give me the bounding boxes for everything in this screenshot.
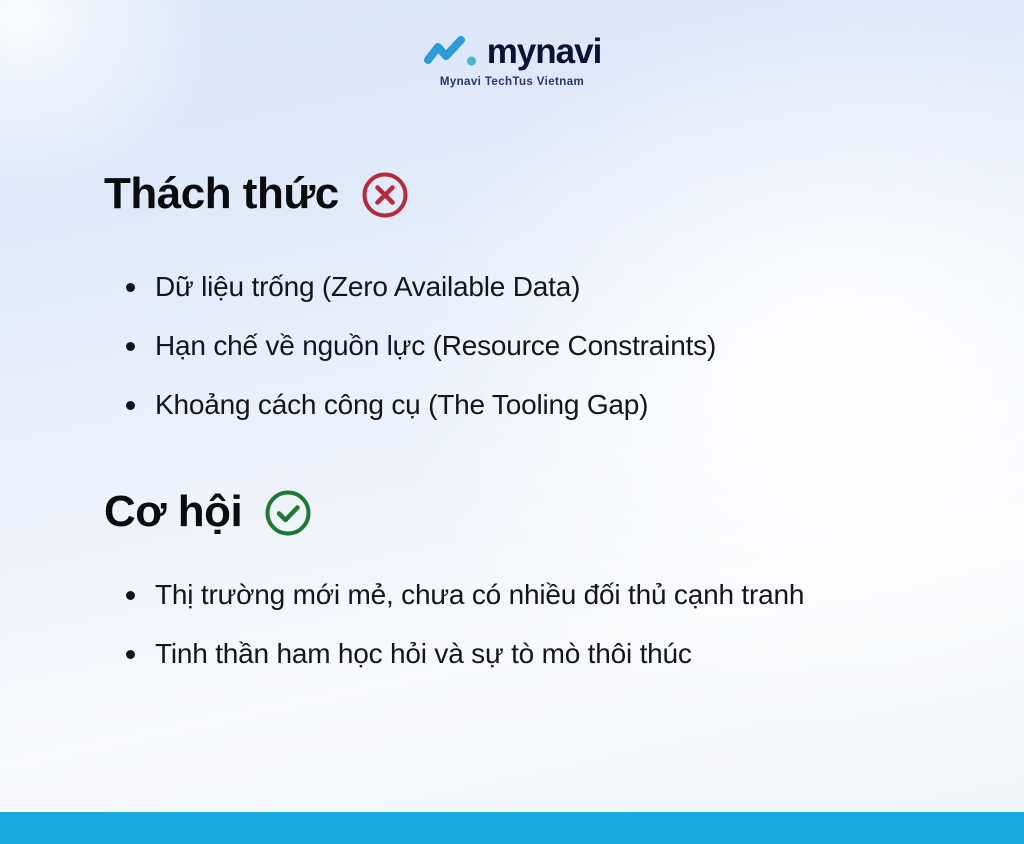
list-item-text: Tinh thần ham học hỏi và sự tò mò thôi thúc bbox=[155, 637, 692, 669]
x-circle-icon bbox=[361, 171, 409, 219]
bullet-icon bbox=[126, 650, 135, 659]
list-item-text: Hạn chế về nguồn lực (Resource Constraints) bbox=[155, 329, 717, 361]
list-item bbox=[104, 578, 804, 612]
mynavi-zigzag-wave-icon bbox=[423, 36, 481, 68]
logo-row bbox=[423, 34, 602, 69]
section-challenges bbox=[104, 168, 716, 422]
bullet-icon bbox=[126, 342, 135, 351]
list-item-text: Thị trường mới mẻ, chưa có nhiều đối thủ cạnh tranh bbox=[155, 578, 805, 610]
bullet-icon bbox=[126, 591, 135, 600]
challenges-heading-row bbox=[104, 168, 716, 220]
list-item bbox=[104, 329, 716, 363]
check-circle-icon bbox=[264, 489, 312, 537]
bullet-icon bbox=[126, 283, 135, 292]
footer-accent-bar bbox=[0, 812, 1024, 844]
challenges-title: Thách thức bbox=[104, 169, 339, 218]
logo-tagline: Mynavi TechTus Vietnam bbox=[439, 76, 585, 88]
section-opportunities bbox=[104, 486, 804, 671]
list-item bbox=[104, 388, 716, 422]
challenges-list bbox=[104, 270, 716, 422]
opportunities-heading-row bbox=[104, 486, 804, 538]
list-item-text: Khoảng cách công cụ (The Tooling Gap) bbox=[155, 388, 649, 420]
opportunities-title: Cơ hội bbox=[104, 487, 243, 536]
logo-block bbox=[0, 34, 1024, 88]
list-item-text: Dữ liệu trống (Zero Available Data) bbox=[155, 270, 581, 302]
opportunities-list bbox=[104, 578, 804, 671]
list-item bbox=[104, 637, 804, 671]
bullet-icon bbox=[126, 401, 135, 410]
brand-name: mynavi bbox=[486, 32, 602, 71]
list-item bbox=[104, 270, 716, 304]
